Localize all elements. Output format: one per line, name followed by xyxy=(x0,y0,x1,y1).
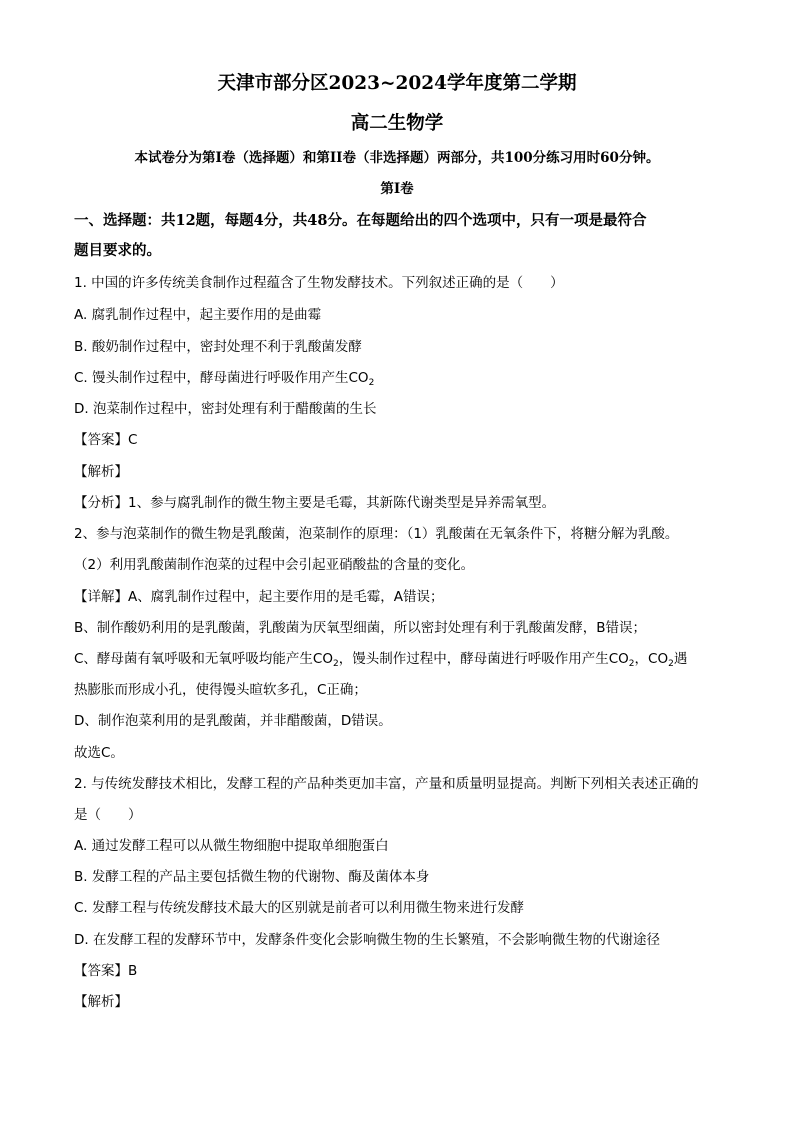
q1-detail-c-part3: ，CO xyxy=(634,651,669,667)
q1-option-b: B. 酸奶制作过程中，密封处理不利于乳酸菌发酵 xyxy=(74,339,362,355)
q1-detail-a: 【详解】A、腐乳制作过程中，起主要作用的是毛霉，A错误； xyxy=(74,589,444,605)
q1-option-c-sub: 2 xyxy=(368,378,375,388)
q1-detail-c-line2: 热膨胀而形成小孔，使得馒头暄软多孔，C正确； xyxy=(74,682,367,698)
q1-option-c xyxy=(74,369,724,387)
q2-answer: 【答案】B xyxy=(74,963,138,979)
exam-title: 天津市部分区2023~2024学年度第二学期 xyxy=(217,73,577,94)
q1-detail-c-part2: ，馒头制作过程中，酵母菌进行呼吸作用产生CO xyxy=(338,651,629,667)
q1-option-a: A. 腐乳制作过程中，起主要作用的是曲霉 xyxy=(74,307,322,323)
section-heading-line2: 题目要求的。 xyxy=(74,242,161,259)
q2-option-c: C. 发酵工程与传统发酵技术最大的区别就是前者可以利用微生物来进行发酵 xyxy=(74,900,525,916)
q1-detail-c-sub3: 2 xyxy=(668,659,674,669)
q2-analysis-label: 【解析】 xyxy=(74,994,128,1010)
q1-analysis-label: 【解析】 xyxy=(74,464,128,480)
q1-answer: 【答案】C xyxy=(74,432,138,448)
q1-stem: 1. 中国的许多传统美食制作过程蕴含了生物发酵技术。下列叙述正确的是（ ） xyxy=(74,275,564,291)
q2-stem-line1: 2. 与传统发酵技术相比，发酵工程的产品种类更加丰富，产量和质量明显提高。判断下列相关表述正确的 xyxy=(74,776,699,792)
q1-detail-d: D、制作泡菜利用的是乳酸菌，并非醋酸菌，D错误。 xyxy=(74,713,392,729)
q1-conclusion: 故选C。 xyxy=(74,745,124,761)
volume-heading: 第I卷 xyxy=(380,181,414,197)
q1-detail-c-line1 xyxy=(74,650,724,668)
q1-fenxi-3: （2）利用乳酸菌制作泡菜的过程中会引起亚硝酸盐的含量的变化。 xyxy=(74,557,475,573)
q1-detail-c-part1: C、酵母菌有氧呼吸和无氧呼吸均能产生CO xyxy=(74,651,333,667)
q1-detail-c-part4: 遇 xyxy=(673,651,688,667)
q2-option-a: A. 通过发酵工程可以从微生物细胞中提取单细胞蛋白 xyxy=(74,838,389,854)
q1-option-c-text: C. 馒头制作过程中，酵母菌进行呼吸作用产生CO xyxy=(74,370,369,386)
q1-detail-b: B、制作酸奶利用的是乳酸菌，乳酸菌为厌氧型细菌，所以密封处理有利于乳酸菌发酵，B错误； xyxy=(74,620,647,636)
q2-stem-line2: 是（ ） xyxy=(74,807,142,823)
section-heading-line1: 一、选择题：共12题，每题4分，共48分。在每题给出的四个选项中，只有一项是最符合 xyxy=(74,212,647,229)
exam-instructions: 本试卷分为第I卷（选择题）和第II卷（非选择题）两部分，共100分练习用时60分钟。 xyxy=(134,150,660,166)
q1-option-d: D. 泡菜制作过程中，密封处理有利于醋酸菌的生长 xyxy=(74,401,377,417)
q2-option-d: D. 在发酵工程的发酵环节中，发酵条件变化会影响微生物的生长繁殖，不会影响微生物的代谢途径 xyxy=(74,932,660,948)
q2-option-b: B. 发酵工程的产品主要包括微生物的代谢物、酶及菌体本身 xyxy=(74,869,430,885)
exam-subject: 高二生物学 xyxy=(350,113,444,134)
q1-detail-c-sub1: 2 xyxy=(332,659,339,669)
q1-fenxi-1: 【分析】1、参与腐乳制作的微生物主要是毛霉，其新陈代谢类型是异养需氧型。 xyxy=(74,495,556,511)
q1-fenxi-2: 2、参与泡菜制作的微生物是乳酸菌，泡菜制作的原理：（1）乳酸菌在无氧条件下，将糖分解为乳酸。 xyxy=(74,526,679,542)
q1-detail-c-sub2: 2 xyxy=(628,659,635,669)
